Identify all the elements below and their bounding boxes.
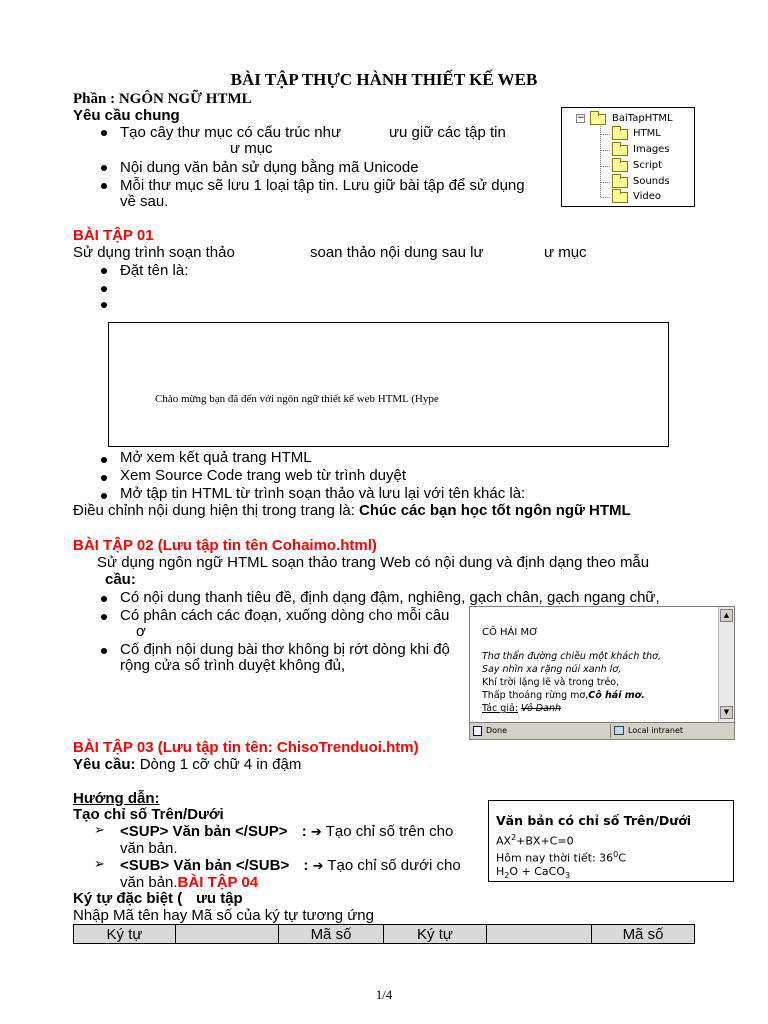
page-number: 1/4 bbox=[375, 987, 393, 1002]
ex1-after-1: Mở xem kết quả trang HTML bbox=[120, 449, 312, 466]
ex3-colon: : bbox=[301, 823, 307, 840]
bullet bbox=[101, 268, 107, 274]
weather-rest: C bbox=[618, 851, 626, 865]
ex3-sub-desc2: văn bản. bbox=[120, 874, 178, 891]
ex3-colon: : bbox=[303, 857, 309, 874]
th-empty-2 bbox=[487, 925, 592, 944]
poem-title: CÔ HÁI MƠ bbox=[482, 627, 539, 638]
eq-rest: +BX+C=0 bbox=[516, 834, 574, 848]
chem-rest: O + CaCO bbox=[509, 865, 566, 878]
ex3-sub-desc: Tạo chỉ số dưới cho bbox=[327, 857, 461, 874]
general-item-3: Mỗi thư mục sẽ lưu 1 loại tập tin. Lưu giữ bài tập để sử dụng bbox=[120, 177, 525, 194]
tree-branch bbox=[601, 166, 610, 167]
ex3-subheading: Tạo chỉ số Trên/Dưới bbox=[73, 806, 224, 823]
supsub-line-1 bbox=[496, 833, 574, 848]
ex1-after-3: Mở tập tin HTML từ trình soạn thảo và lưu lại với tên khác là: bbox=[120, 485, 526, 502]
th-ma-so-1: Mã số bbox=[279, 925, 384, 944]
intranet-icon bbox=[614, 726, 624, 735]
ex1-intro-c: ư mục bbox=[544, 244, 587, 261]
ex3-sup-tag: <SUP> Văn bản </SUP> bbox=[120, 823, 288, 840]
general-item-2: Nội dung văn bản sử dụng bằng mã Unicode bbox=[120, 159, 419, 176]
poem-line-4-text: Thấp thoáng rừng mơ, bbox=[482, 690, 589, 701]
ex3-requirement bbox=[73, 756, 301, 773]
ex3-sub-tag: <SUB> Văn bản </SUB> bbox=[120, 857, 290, 874]
poem-author bbox=[482, 703, 561, 714]
ex1-bullet-1: Đặt tên là: bbox=[120, 262, 189, 279]
poem-bold-italic: Cô hái mơ. bbox=[588, 690, 645, 701]
bullet bbox=[101, 614, 107, 620]
supsub-title: Văn bản có chỉ số Trên/Dưới bbox=[496, 813, 692, 828]
folder-icon bbox=[612, 129, 628, 140]
ex1-intro-a: Sử dụng trình soạn thảo bbox=[73, 244, 235, 261]
chem-sub-1: 2 bbox=[504, 871, 510, 881]
folder-sounds[interactable]: Sounds bbox=[633, 176, 670, 187]
general-heading: Yêu cầu chung bbox=[73, 107, 180, 124]
folder-images[interactable]: Images bbox=[633, 144, 670, 155]
bullet bbox=[101, 165, 107, 171]
weather-text: Hôm nay thời tiết: 36 bbox=[496, 851, 614, 865]
ex2-item-2b: ơ bbox=[136, 623, 146, 640]
th-ky-tu-1: Ký tự bbox=[74, 925, 176, 944]
supsub-line-2 bbox=[496, 850, 626, 865]
general-item-3b: về sau. bbox=[120, 193, 169, 210]
folder-icon bbox=[590, 114, 606, 125]
ex2-intro-2: cầu: bbox=[105, 571, 136, 588]
general-item-1a: Tạo cây thư mục có cấu trúc như bbox=[120, 124, 342, 141]
part-heading: Phần : NGÔN NGỮ HTML bbox=[73, 91, 252, 107]
th-ky-tu-2: Ký tự bbox=[384, 925, 487, 944]
tree-branch bbox=[601, 134, 610, 135]
arrow-bullet-icon: ➢ bbox=[94, 823, 105, 838]
ex2-item-3: Cố định nội dung bài thơ không bị rớt dòng khi độ bbox=[120, 641, 450, 658]
arrow-right-icon: ➔ bbox=[312, 859, 324, 874]
folder-tree bbox=[561, 107, 695, 207]
ex4-heading: BÀI TẬP 04 bbox=[177, 874, 259, 891]
ex4-table bbox=[73, 924, 695, 944]
ex2-item-1: Có nội dung thanh tiêu đề, định dạng đậm, nghiêng, gạch chân, gạch ngang chữ, bbox=[120, 589, 660, 606]
ex1-heading: BÀI TẬP 01 bbox=[73, 227, 154, 244]
folder-icon bbox=[612, 145, 628, 156]
ex3-req-label: Yêu cầu: bbox=[73, 756, 136, 773]
supsub-example-box bbox=[488, 800, 734, 882]
ex1-after-2: Xem Source Code trang web từ trình duyệt bbox=[120, 467, 407, 484]
ex1-intro-b: soan thảo nội dung sau lư bbox=[310, 244, 484, 261]
bullet bbox=[101, 302, 107, 308]
ex3-req-text: Dòng 1 cỡ chữ 4 in đậm bbox=[139, 756, 302, 773]
browser-scrollbar[interactable] bbox=[718, 607, 734, 722]
th-ma-so-2: Mã số bbox=[622, 926, 664, 943]
bullet bbox=[101, 286, 107, 292]
author-label: Tác giả: bbox=[482, 703, 518, 714]
browser-statusbar bbox=[470, 722, 734, 739]
ex2-item-2: Có phân cách các đoạn, xuống dòng cho mỗi câu bbox=[120, 607, 450, 624]
ex3-sub-line bbox=[120, 857, 461, 875]
ex2-item-3b: rộng cửa sổ trình duyệt không đủ, bbox=[120, 657, 346, 674]
ex4-instruction: Nhập Mã tên hay Mã số của ký tự tương ứng bbox=[73, 907, 374, 924]
general-item-1c: ư mục bbox=[230, 140, 273, 157]
status-zone: Local intranet bbox=[628, 726, 684, 735]
author-name: Vô Danh bbox=[521, 703, 561, 714]
status-done: Done bbox=[486, 726, 508, 735]
arrow-right-icon: ➔ bbox=[310, 825, 322, 840]
folder-script[interactable]: Script bbox=[633, 160, 663, 171]
poem-line-1: Thơ thẩn đường chiều một khách thơ, bbox=[482, 651, 661, 662]
ex3-sup-line bbox=[120, 823, 453, 841]
ex4-special-b: ưu tập bbox=[196, 890, 243, 907]
chem-sub-2: 3 bbox=[565, 871, 571, 881]
general-item-1b: ưu giữ các tập tin bbox=[389, 124, 506, 141]
th-empty-1 bbox=[176, 925, 279, 944]
bullet bbox=[101, 457, 107, 463]
ie-page-icon bbox=[473, 726, 482, 736]
tree-branch bbox=[601, 182, 610, 183]
ex1-adjust-bold: Chúc các bạn học tốt ngôn ngữ HTML bbox=[359, 502, 631, 519]
browser-content bbox=[470, 607, 718, 722]
arrow-bullet-icon: ➢ bbox=[94, 857, 105, 872]
ex3-guide: Hướng dẫn: bbox=[73, 790, 160, 807]
bullet bbox=[101, 493, 107, 499]
ex3-sub-desc2-line bbox=[120, 874, 258, 891]
ex2-heading: BÀI TẬP 02 (Lưu tập tin tên Cohaimo.html) bbox=[73, 537, 377, 554]
bullet bbox=[101, 130, 107, 136]
folder-icon bbox=[612, 177, 628, 188]
eq-sup: 2 bbox=[511, 833, 517, 842]
ex1-adjust bbox=[73, 502, 631, 519]
chem-h: H bbox=[496, 865, 505, 878]
ex4-special-a: Ký tự đặc biệt ( bbox=[73, 890, 183, 907]
eq-a: AX bbox=[496, 834, 512, 848]
ex1-output-box bbox=[108, 322, 669, 447]
status-divider bbox=[610, 724, 611, 738]
folder-html[interactable]: HTML bbox=[633, 128, 661, 139]
folder-video[interactable]: Video bbox=[633, 191, 662, 202]
page-title: BÀI TẬP THỰC HÀNH THIẾT KẾ WEB bbox=[230, 70, 538, 89]
tree-branch bbox=[601, 150, 610, 151]
bullet bbox=[101, 596, 107, 602]
browser-window bbox=[469, 606, 735, 740]
folder-icon bbox=[612, 192, 628, 203]
ex1-box-text: Chào mừng bạn đã đến với ngôn ngữ thiết kế web HTML (Hype bbox=[155, 393, 439, 405]
ex3-sup-desc: Tạo chỉ số trên cho bbox=[325, 823, 454, 840]
poem-line-2: Say nhìn xa rặng núi xanh lơ, bbox=[482, 664, 622, 675]
weather-sup: 0 bbox=[613, 850, 619, 859]
poem-line-3: Khí trời lặng lẽ và trong trẻo, bbox=[482, 677, 620, 688]
bullet bbox=[101, 183, 107, 189]
tree-expand-icon: − bbox=[577, 113, 585, 123]
scroll-up-icon[interactable]: ▲ bbox=[720, 609, 733, 622]
bullet bbox=[101, 475, 107, 481]
ex2-intro-1: Sử dụng ngôn ngữ HTML soạn thảo trang Web có nội dung và định dạng theo mẫu bbox=[97, 554, 650, 571]
supsub-line-3 bbox=[496, 865, 570, 880]
poem-line-4 bbox=[482, 690, 645, 701]
ex3-sup-desc2: văn bản. bbox=[120, 840, 178, 857]
folder-icon bbox=[612, 161, 628, 172]
ex1-adjust-prefix: Điều chỉnh nội dung hiện thị trong trang là: bbox=[73, 502, 355, 519]
ex3-heading: BÀI TẬP 03 (Lưu tập tin tên: ChisoTrenduoi.htm) bbox=[73, 739, 419, 756]
scroll-down-icon[interactable]: ▼ bbox=[720, 706, 733, 719]
folder-root[interactable]: BaiTapHTML bbox=[612, 113, 673, 124]
bullet bbox=[101, 648, 107, 654]
tree-branch bbox=[601, 197, 610, 198]
